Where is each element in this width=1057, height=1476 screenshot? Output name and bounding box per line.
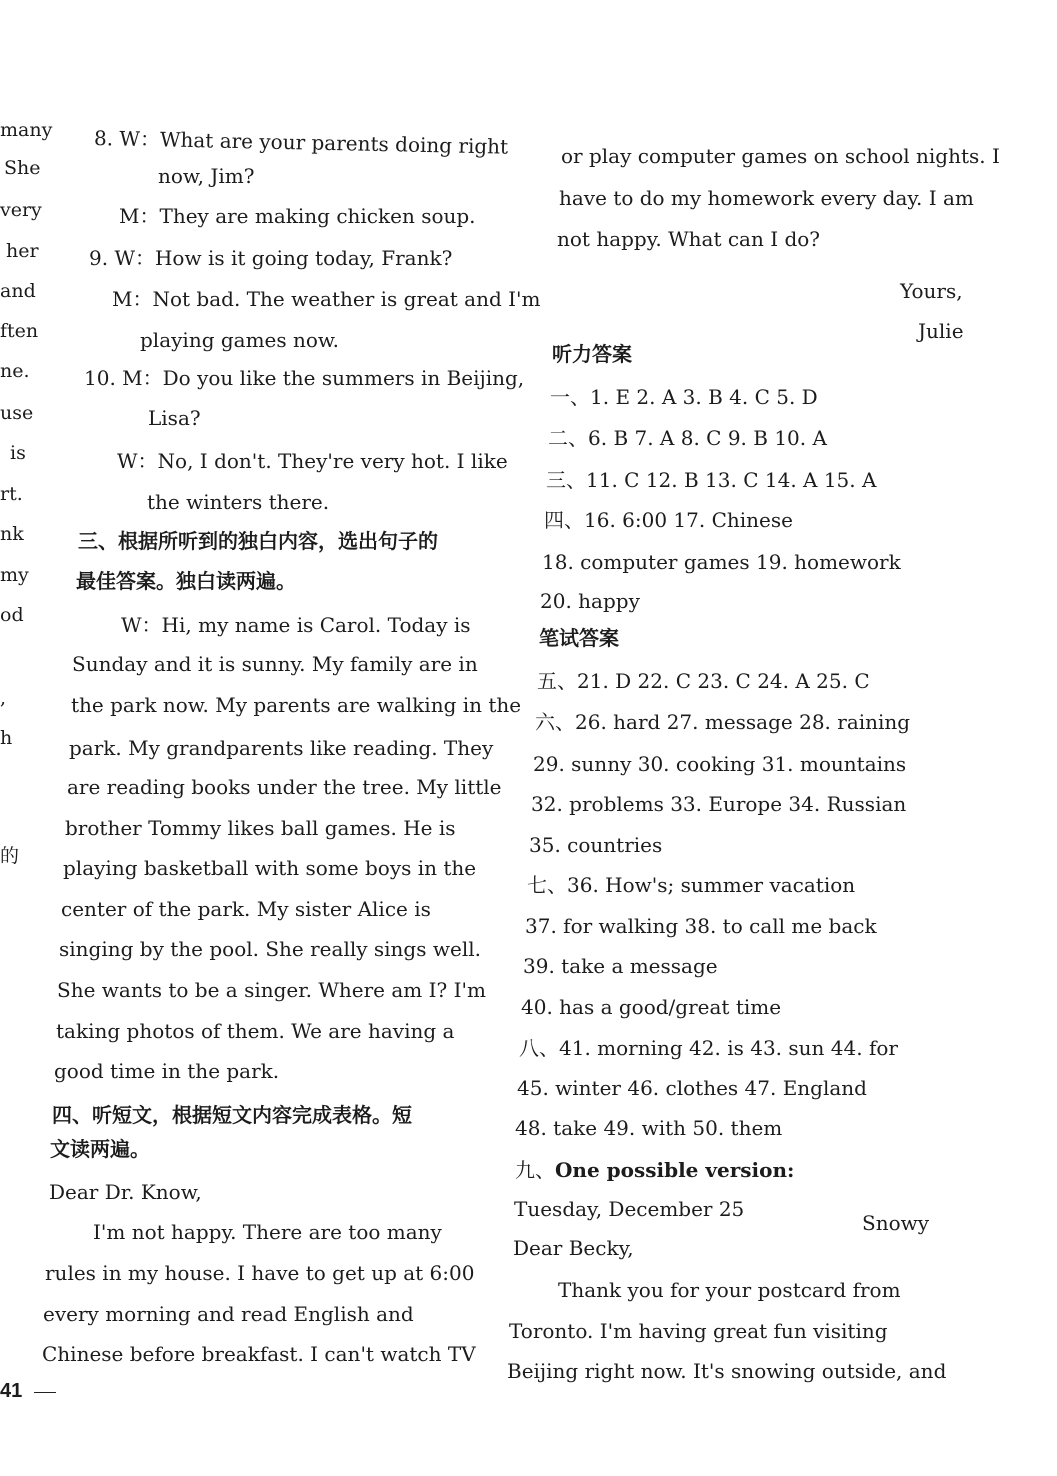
page-number: 41 [0, 1380, 23, 1402]
dialog-line: 10. M：Do you like the summers in Beijing, [84, 366, 525, 390]
monologue-line: brother Tommy likes ball games. He is [65, 816, 456, 840]
monologue-line: W：Hi, my name is Carol. Today is [121, 613, 471, 637]
answer-line: 45. winter 46. clothes 47. England [517, 1076, 867, 1100]
answer-line: 八、41. morning 42. is 43. sun 44. for [519, 1036, 898, 1060]
letter-line: Thank you for your postcard from [558, 1278, 901, 1302]
section-heading: 四、听短文，根据短文内容完成表格。短 [52, 1103, 412, 1127]
letter-signature: Julie [918, 319, 964, 343]
margin-fragment: 的 [0, 845, 20, 867]
version-prefix: 九、 [515, 1158, 555, 1182]
monologue-line: playing basketball with some boys in the [63, 856, 477, 880]
written-answers-title: 笔试答案 [539, 626, 619, 650]
margin-fragment: ne. [0, 360, 30, 382]
section-heading: 三、根据所听到的独白内容，选出句子的 [78, 529, 438, 553]
letter-line: or play computer games on school nights. I [561, 144, 1000, 168]
dialog-line: 9. W：How is it going today, Frank? [89, 246, 453, 270]
answer-line: 20. happy [540, 589, 640, 613]
letter-closing: Yours, [900, 279, 963, 303]
letter-line: Toronto. I'm having great fun visiting [509, 1319, 888, 1343]
answer-line: 35. countries [529, 833, 663, 857]
monologue-line: singing by the pool. She really sings well. [59, 937, 481, 961]
page-number-dash [34, 1392, 56, 1393]
answer-line: 37. for walking 38. to call me back [525, 914, 877, 938]
margin-fragment: many [0, 119, 53, 141]
dialog-line: M：They are making chicken soup. [119, 204, 476, 228]
answer-line: 29. sunny 30. cooking 31. mountains [533, 752, 907, 776]
monologue-line: taking photos of them. We are having a [56, 1019, 455, 1043]
letter-line: I'm not happy. There are too many [93, 1220, 442, 1244]
margin-fragment: use [0, 402, 34, 424]
dialog-line: Lisa? [148, 406, 201, 430]
answer-line: 二、6. B 7. A 8. C 9. B 10. A [548, 426, 827, 450]
letter-salutation: Dear Dr. Know, [49, 1180, 202, 1204]
letter-line: rules in my house. I have to get up at 6:00 [45, 1261, 475, 1285]
dialog-line: M：Not bad. The weather is great and I'm [112, 287, 541, 311]
margin-fragment: ften [0, 320, 39, 342]
margin-fragment: very [0, 199, 42, 221]
letter-date: Tuesday, December 25 [514, 1197, 745, 1221]
letter-line: Beijing right now. It's snowing outside, and [507, 1359, 947, 1383]
margin-fragment: and [0, 280, 36, 302]
margin-fragment: nk [0, 523, 24, 545]
answer-line: 六、26. hard 27. message 28. raining [535, 710, 911, 734]
letter-line: Chinese before breakfast. I can't watch TV [42, 1342, 476, 1366]
margin-fragment: her [6, 240, 39, 262]
listening-answers-title: 听力答案 [552, 342, 632, 366]
dialog-line: playing games now. [140, 328, 340, 352]
answer-line: 五、21. D 22. C 23. C 24. A 25. C [537, 669, 870, 693]
letter-line: not happy. What can I do? [557, 227, 821, 251]
monologue-line: are reading books under the tree. My little [67, 775, 502, 799]
version-heading [515, 1157, 794, 1183]
letter-line: have to do my homework every day. I am [559, 186, 974, 210]
margin-fragment: my [0, 564, 29, 586]
margin-fragment: rt. [0, 483, 23, 505]
monologue-line: good time in the park. [54, 1059, 280, 1083]
answer-line: 七、36. How's; summer vacation [527, 873, 856, 897]
answer-line: 一、1. E 2. A 3. B 4. C 5. D [550, 385, 818, 409]
answer-line: 三、11. C 12. B 13. C 14. A 15. A [546, 468, 877, 492]
monologue-line: She wants to be a singer. Where am I? I'm [57, 978, 486, 1002]
answer-line: 四、16. 6:00 17. Chinese [544, 508, 793, 532]
letter-line: every morning and read English and [43, 1302, 414, 1326]
version-label: One possible version: [555, 1158, 795, 1182]
monologue-line: Sunday and it is sunny. My family are in [72, 652, 478, 676]
section-heading: 文读两遍。 [50, 1137, 150, 1161]
answer-line: 32. problems 33. Europe 34. Russian [531, 792, 907, 816]
answer-line: 39. take a message [523, 954, 718, 978]
section-heading: 最佳答案。独白读两遍。 [76, 569, 296, 593]
letter-weather: Snowy [862, 1211, 930, 1235]
margin-fragment: She [4, 157, 41, 179]
margin-fragment: h [0, 727, 13, 749]
dialog-line: now, Jim? [158, 164, 255, 188]
margin-fragment: , [0, 687, 7, 709]
letter-salutation: Dear Becky, [513, 1236, 634, 1260]
answer-line: 48. take 49. with 50. them [515, 1116, 783, 1140]
monologue-line: the park now. My parents are walking in the [71, 693, 522, 717]
monologue-line: park. My grandparents like reading. They [69, 736, 494, 760]
dialog-line: 8. W：What are your parents doing right [93, 126, 509, 159]
answer-line: 18. computer games 19. homework [542, 550, 901, 574]
margin-fragment: od [0, 604, 24, 626]
monologue-line: center of the park. My sister Alice is [61, 897, 431, 921]
dialog-line: W：No, I don't. They're very hot. I like [117, 449, 508, 473]
margin-fragment: is [10, 442, 26, 464]
answer-line: 40. has a good/great time [521, 995, 782, 1019]
dialog-line: the winters there. [147, 490, 330, 514]
